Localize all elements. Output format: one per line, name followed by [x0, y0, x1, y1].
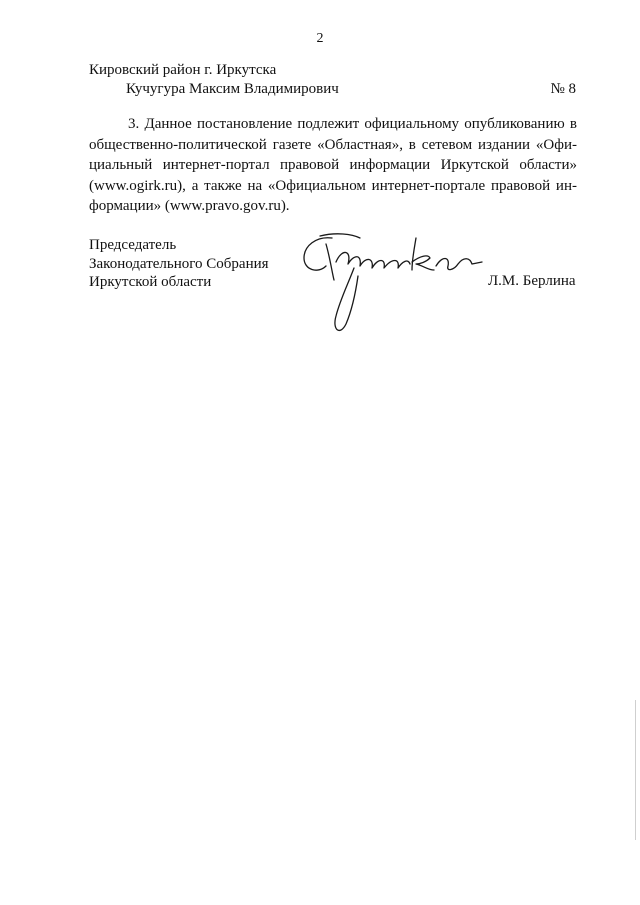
district-heading: Кировский район г. Иркутска [89, 62, 277, 78]
signer-title-line: Иркутской области [89, 274, 212, 290]
signer-title-line: Законодательного Собрания [89, 255, 269, 272]
signer-title [89, 236, 269, 292]
scan-artifact-line [635, 700, 636, 840]
page-number: 2 [316, 31, 324, 46]
candidate-name: Кучугура Максим Владимирович [126, 81, 339, 97]
signer-title-line: Председатель [89, 237, 177, 253]
candidate-number: № 8 [550, 81, 576, 97]
signer-name: Л.М. Берлина [488, 273, 576, 289]
candidate-row [126, 81, 576, 98]
publication-paragraph: 3. Данное постановление подлежит официальному опубликованию в общественно-политической газете «Областная», в сетевом издании «Официальный интернет-портал правовой информации Иркутской области» (www.ogirk.ru), а также на «Официальном интернет-портале правовой информации» (www.pravo.gov.ru). [89, 116, 577, 214]
handwritten-signature [296, 228, 486, 340]
